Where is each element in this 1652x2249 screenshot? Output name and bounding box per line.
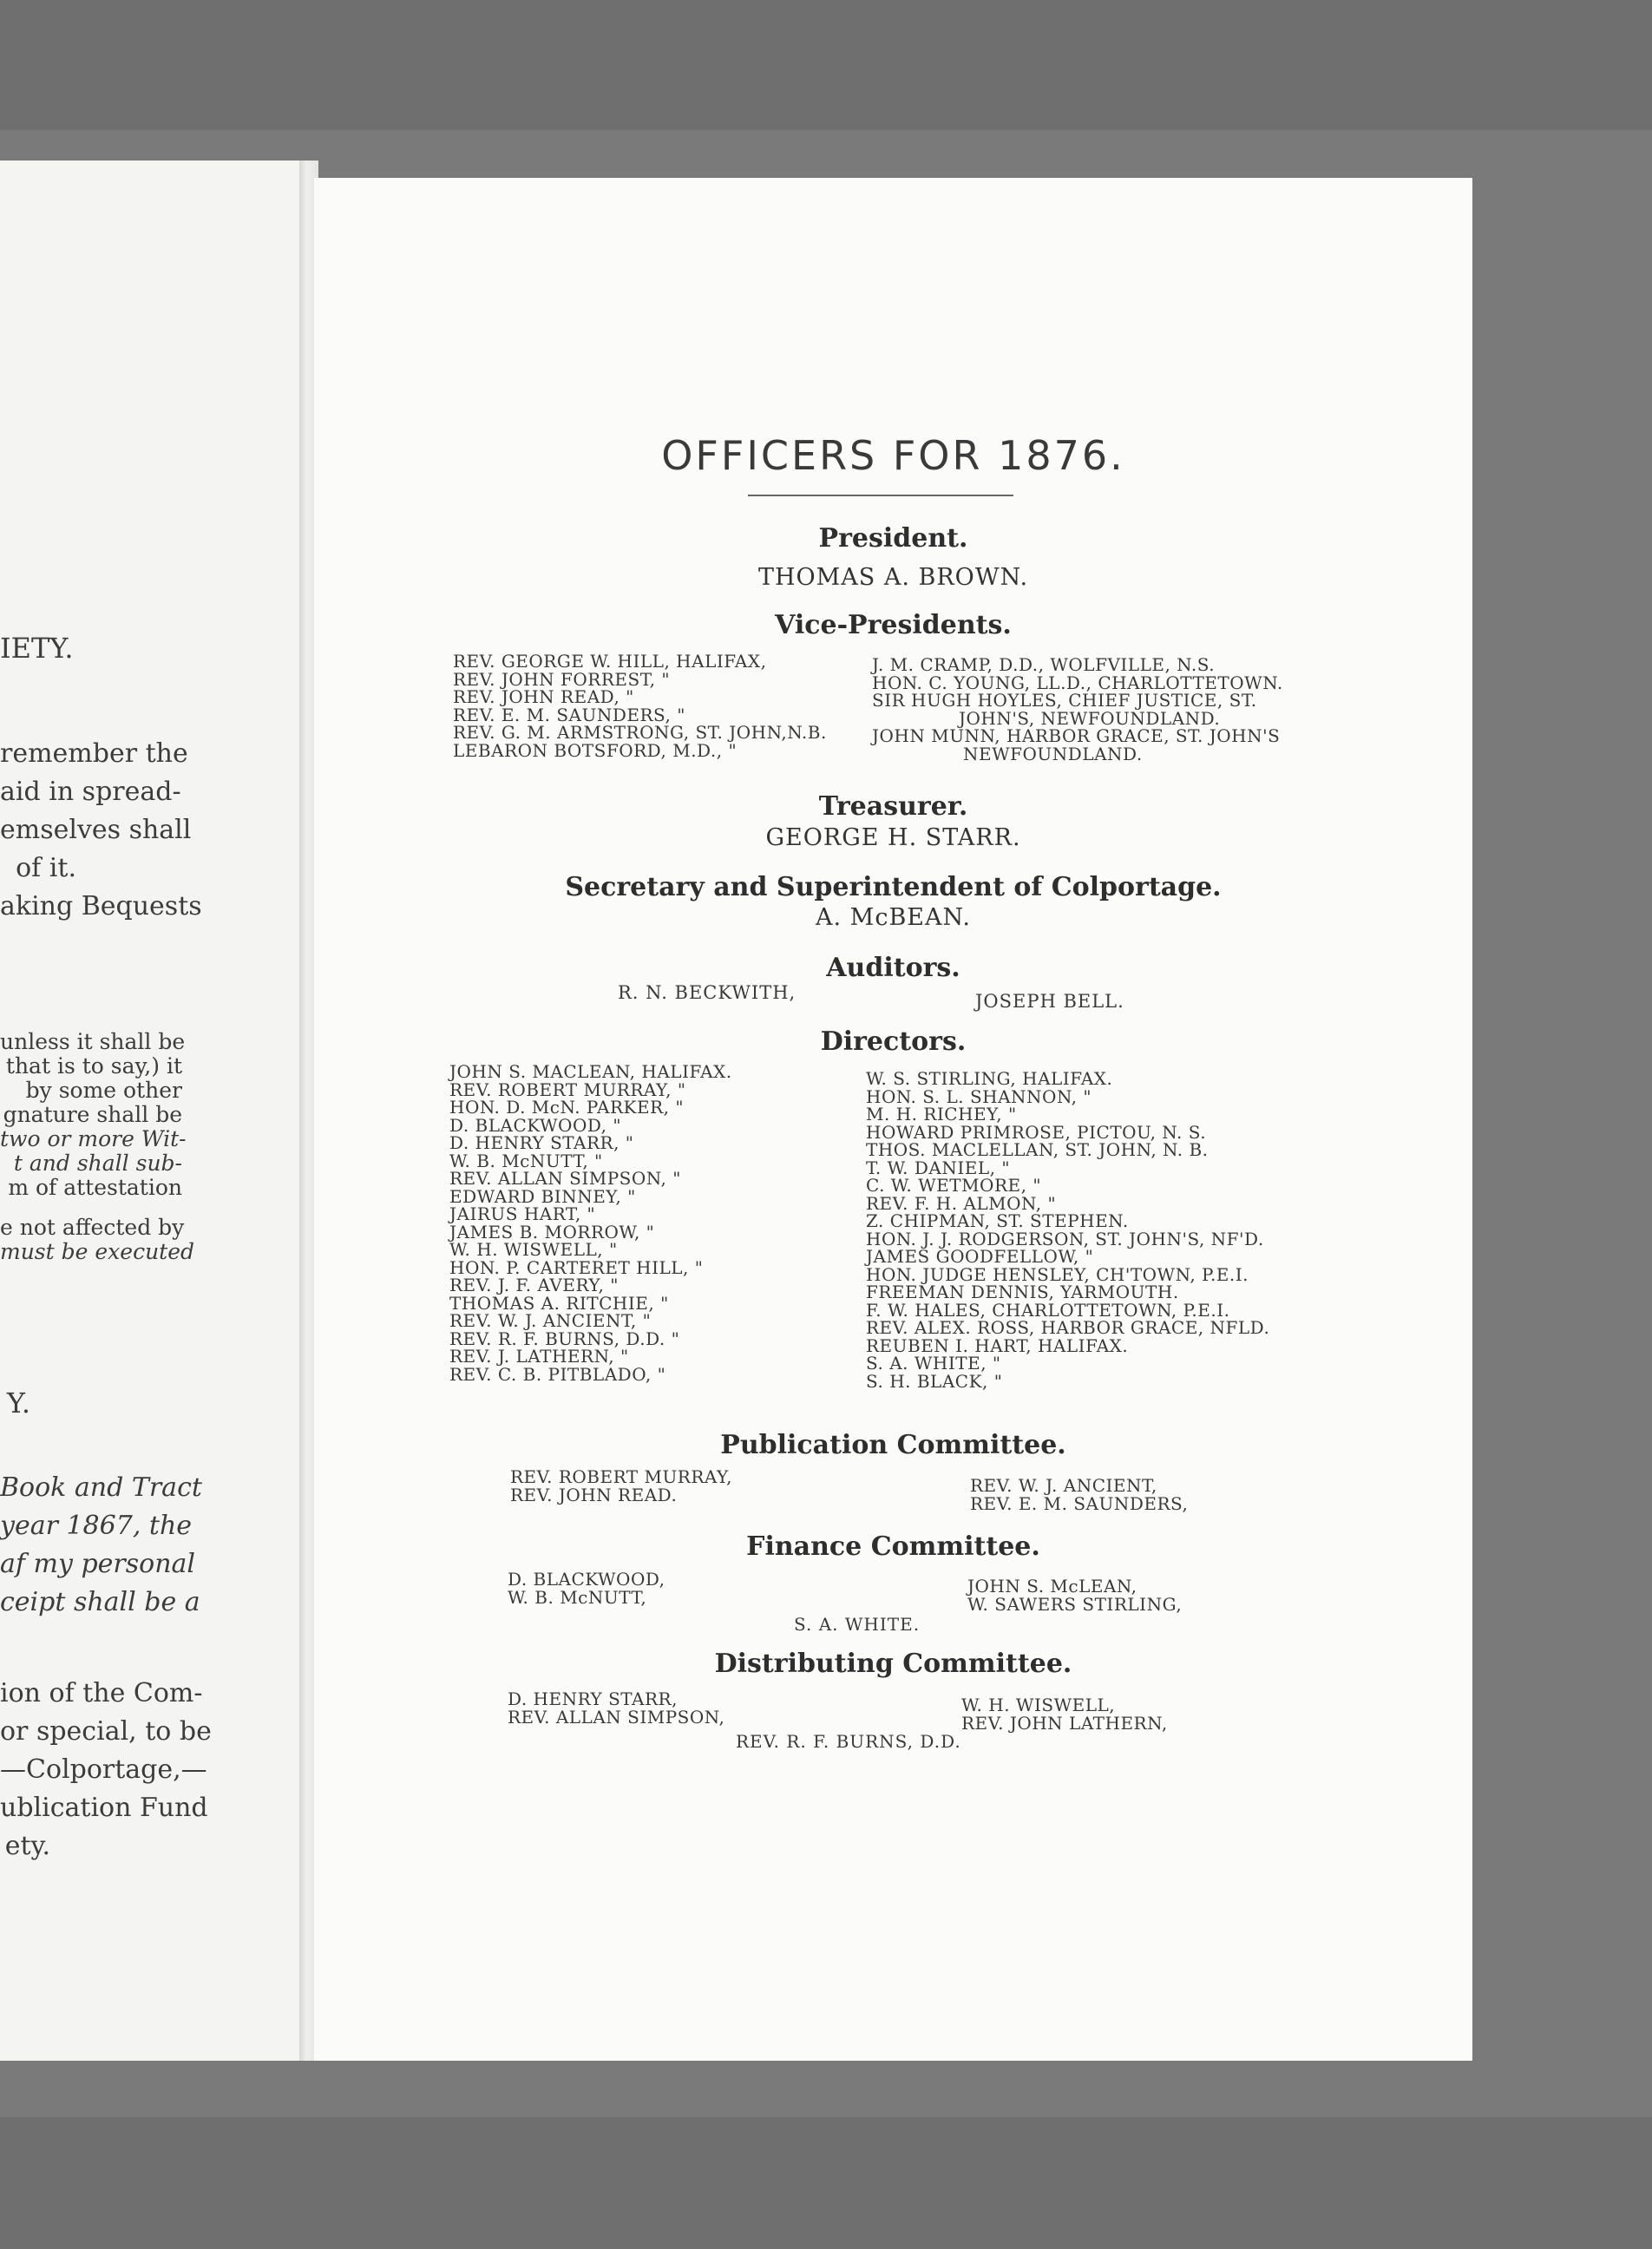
directors-heading: Directors. bbox=[820, 1026, 967, 1057]
distributing-committee-left: D. HENRY STARR, REV. ALLAN SIMPSON, bbox=[508, 1688, 725, 1728]
left-heading-1: IETY. bbox=[0, 632, 74, 665]
secretary-heading: Secretary and Superintendent of Colportage. bbox=[565, 872, 1222, 902]
left-page bbox=[0, 161, 304, 2061]
distributing-committee-right: W. H. WISWELL, REV. JOHN LATHERN, bbox=[961, 1695, 1168, 1734]
publication-committee-left: REV. ROBERT MURRAY, REV. JOHN READ. bbox=[510, 1466, 733, 1505]
treasurer-heading: Treasurer. bbox=[818, 791, 968, 822]
directors-right: W. S. STIRLING, HALIFAX. HON. S. L. SHANNON, " M. H. RICHEY, " HOWARD PRIMROSE, PICTOU, N. S. THOS. MACLELLAN, ST. JOHN, N. B. T. W. DANIEL, " C. W. WETMORE, " REV. F. H. ALMON, " Z. CHIPMAN, ST. STEPHEN. HON. J. J. RODGERSON, ST. JOHN'S, NF'D. JAMES GOODFELLOW, " HON. JUDGE HENSLEY, CH'TOWN, P.E.I. FREEMAN DENNIS, YARMOUTH. F. W. HALES, CHARLOTTETOWN, P.E.I. REV. ALEX. ROSS, HARBOR GRACE, NFLD. REUBEN I. HART, HALIFAX. S. A. WHITE, " S. H. BLACK, " bbox=[866, 1068, 1270, 1392]
auditor-left: R. N. BECKWITH, bbox=[618, 982, 796, 1003]
secretary-name: A. McBEAN. bbox=[816, 904, 971, 931]
publication-committee-right: REV. W. J. ANCIENT, REV. E. M. SAUNDERS, bbox=[970, 1475, 1189, 1514]
title-rule bbox=[748, 495, 1013, 496]
treasurer-name: GEORGE H. STARR. bbox=[765, 824, 1021, 851]
left-text-fragment-a: remember the aid in spread- emselves shall of it. aking Bequests bbox=[0, 738, 202, 921]
president-name: THOMAS A. BROWN. bbox=[757, 564, 1029, 591]
left-text-fragment-d: ion of the Com- or special, to be —Colportage,— ublication Fund ety. bbox=[0, 1678, 212, 1861]
distributing-committee-heading: Distributing Committee. bbox=[714, 1649, 1072, 1679]
left-text-fragment-b: unless it shall be that is to say,) it by some other gnature shall be two or more Wit- t and shall sub- m of attestation e not affected by must be executed bbox=[0, 1029, 195, 1264]
directors-left: JOHN S. MACLEAN, HALIFAX. REV. ROBERT MURRAY, " HON. D. McN. PARKER, " D. BLACKWOOD, " D. HENRY STARR, " W. B. McNUTT, " REV. ALLAN SIMPSON, " EDWARD BINNEY, " JAIRUS HART, " JAMES B. MORROW, " W. H. WISWELL, " HON. P. CARTERET HILL, " REV. J. F. AVERY, " THOMAS A. RITCHIE, " REV. W. J. ANCIENT, " REV. R. F. BURNS, D.D. " REV. J. LATHERN, " REV. C. B. PITBLADO, " bbox=[449, 1061, 732, 1385]
page-title: OFFICERS FOR 1876. bbox=[661, 432, 1125, 479]
finance-committee-heading: Finance Committee. bbox=[746, 1531, 1040, 1562]
left-text-fragment-c: Book and Tract year 1867, the af my personal ceipt shall be a bbox=[0, 1472, 202, 1617]
finance-committee-center: S. A. WHITE. bbox=[794, 1614, 921, 1635]
publication-committee-heading: Publication Committee. bbox=[720, 1430, 1066, 1460]
auditor-right: JOSEPH BELL. bbox=[975, 991, 1124, 1012]
distributing-committee-center: REV. R. F. BURNS, D.D. bbox=[736, 1731, 961, 1752]
vice-presidents-left: REV. GEORGE W. HILL, HALIFAX, REV. JOHN FORREST, " REV. JOHN READ, " REV. E. M. SAUNDERS, " REV. G. M. ARMSTRONG, ST. JOHN,N.B. LEBARON BOTSFORD, M.D., " bbox=[453, 651, 827, 761]
vice-presidents-right: J. M. CRAMP, D.D., WOLFVILLE, N.S. HON. C. YOUNG, LL.D., CHARLOTTETOWN. SIR HUGH HOYLES, CHIEF JUSTICE, ST. JOHN'S, NEWFOUNDLAND. JOHN MUNN, HARBOR GRACE, ST. JOHN'S NEWFOUNDLAND. bbox=[872, 654, 1283, 764]
finance-committee-left: D. BLACKWOOD, W. B. McNUTT, bbox=[508, 1569, 665, 1608]
president-heading: President. bbox=[818, 523, 968, 554]
auditors-heading: Auditors. bbox=[826, 953, 960, 983]
left-heading-2: Y. bbox=[6, 1387, 30, 1420]
vice-presidents-heading: Vice-Presidents. bbox=[775, 610, 1012, 640]
finance-committee-right: JOHN S. McLEAN, W. SAWERS STIRLING, bbox=[967, 1576, 1183, 1615]
